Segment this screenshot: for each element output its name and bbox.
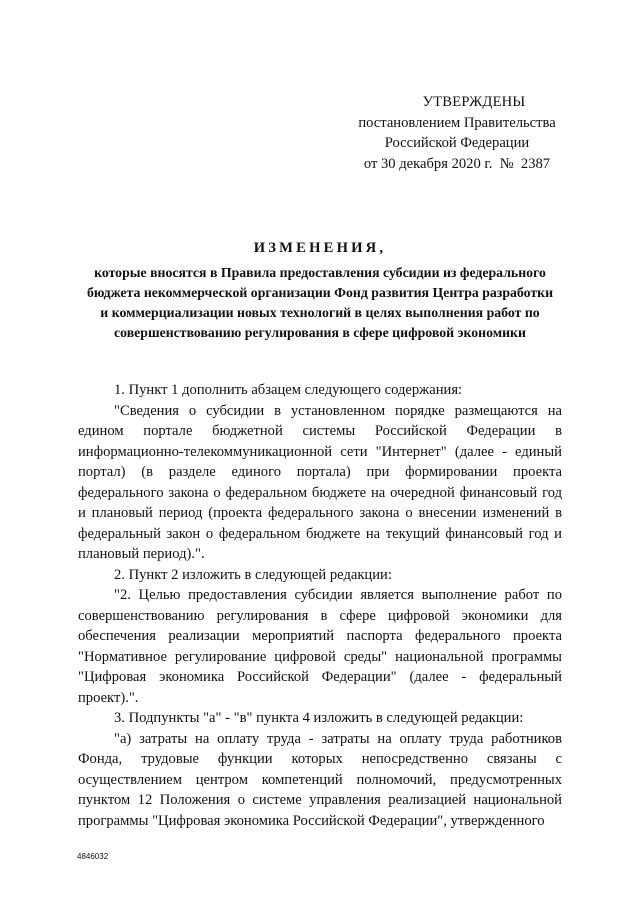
document-body xyxy=(78,380,562,831)
document-code: 4846032 xyxy=(77,852,109,861)
approval-date-number: от 30 декабря 2020 г. № 2387 xyxy=(363,155,551,172)
paragraph-2: "Сведения о субсидии в установленном порядке размещаются на едином портале бюджетной системы Российской Федерации в информационно-телекоммуникационной сети "Интернет" (далее - единый портал) (в разделе единого портала) при формировании проекта федерального закона о федеральном бюджете на очередной финансовый год и плановый период (проекта федерального закона о внесении изменений в федеральный закон о федеральном бюджете на текущий финансовый год и плановый период).". xyxy=(78,402,562,562)
paragraph-4: "2. Целью предоставления субсидии является выполнение работ по совершенствованию регулирования в сфере цифровой экономики для обеспечения реализации мероприятий паспорта федерального проекта "Нормативное регулирование цифровой среды" национальной программы "Цифровая экономика Российской Федерации" (далее - федеральный проект).". xyxy=(78,587,562,706)
document-title xyxy=(84,238,556,343)
approval-heading: УТВЕРЖДЕНЫ xyxy=(422,94,526,110)
paragraph-3: 2. Пункт 2 изложить в следующей редакции: xyxy=(114,566,392,583)
approval-block xyxy=(352,92,562,174)
paragraph-5: 3. Подпункты "а" - "в" пункта 4 изложить в следующей редакции: xyxy=(114,710,524,726)
document-title-subtitle: которые вносятся в Правила предоставления субсидии из федерального бюджета некоммерческой организации Фонд развития Центра разработки и коммерциализации новых технологий в целях выполнения работ по совершенствованию регулирования в сфере цифровой экономики xyxy=(86,265,554,340)
document-title-main: ИЗМЕНЕНИЯ, xyxy=(253,240,387,256)
paragraph-6: "а) затраты на оплату труда - затраты на оплату труда работников Фонда, трудовые функции которых непосредственно связаны с осуществлением центром компетенций полномочий, предусмотренных пунктом 12 Положения о системе управления реализацией национальной программы "Цифровая экономика Российской Федерации", утвержденного xyxy=(78,730,562,829)
approval-line-decree: постановлением Правительства xyxy=(358,114,556,131)
approval-line-country: Российской Федерации xyxy=(384,135,530,151)
paragraph-1: 1. Пункт 1 дополнить абзацем следующего содержания: xyxy=(114,382,463,398)
